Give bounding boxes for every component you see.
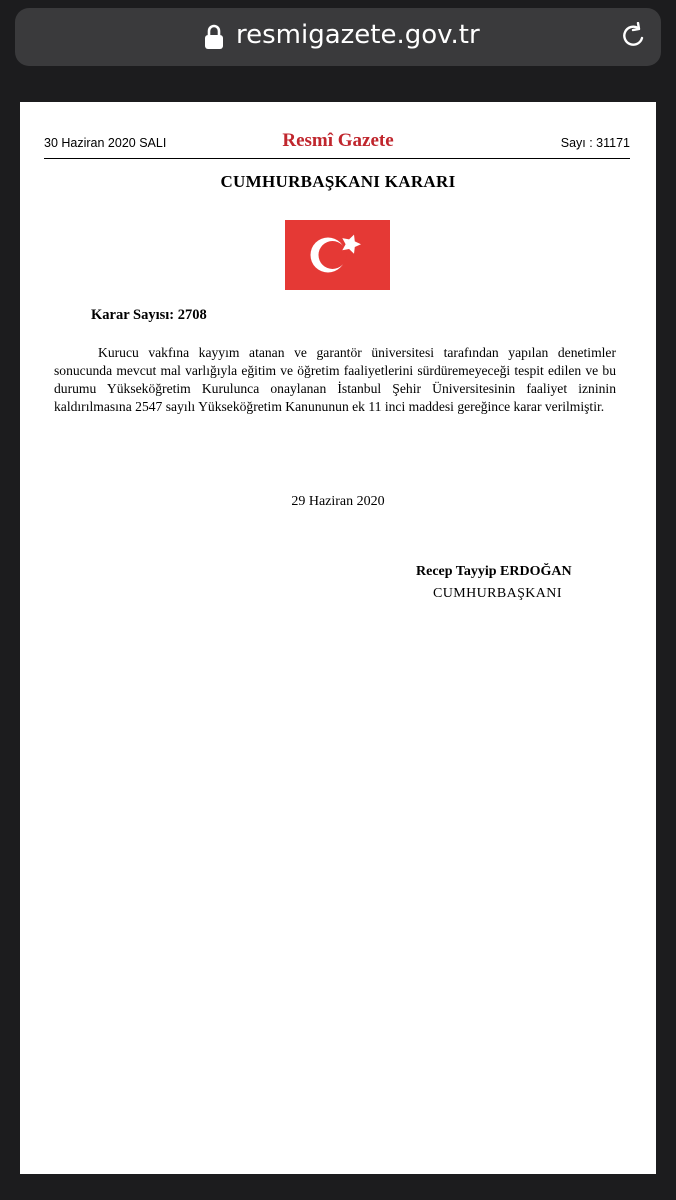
signatory-title: CUMHURBAŞKANI bbox=[433, 586, 562, 601]
browser-address-bar bbox=[0, 0, 676, 82]
gazette-name: Resmî Gazete bbox=[282, 130, 394, 151]
header-divider bbox=[44, 158, 630, 159]
gazette-page bbox=[20, 102, 656, 1174]
decree-title: CUMHURBAŞKANI KARARI bbox=[220, 172, 456, 191]
turkish-flag-icon bbox=[285, 220, 390, 290]
signatory-name: Recep Tayyip ERDOĞAN bbox=[416, 564, 572, 579]
gazette-issue: Sayı : 31171 bbox=[560, 136, 630, 150]
decree-number: Karar Sayısı: 2708 bbox=[91, 307, 207, 323]
reload-icon[interactable] bbox=[618, 22, 648, 52]
lock-icon bbox=[204, 24, 224, 50]
gazette-date: 30 Haziran 2020 SALI bbox=[44, 136, 167, 150]
decree-date: 29 Haziran 2020 bbox=[291, 494, 385, 509]
url-text[interactable]: resmigazete.gov.tr bbox=[236, 20, 480, 50]
decree-body: Kurucu vakfına kayyım atanan ve garantör üniversitesi tarafından yapılan denetimler sonucunda mevcut mal varlığıyla eğitim ve öğretim faaliyetlerini sürdüremeyeceği tespit edilen ve bu durumu Yükseköğretim Kurulunca onaylanan İstanbul Şehir Üniversitesinin faaliyet izninin kaldırılmasına 2547 sayılı Yükseköğretim Kanununun ek 11 inci maddesi gereğince karar verilmiştir. bbox=[54, 345, 616, 414]
